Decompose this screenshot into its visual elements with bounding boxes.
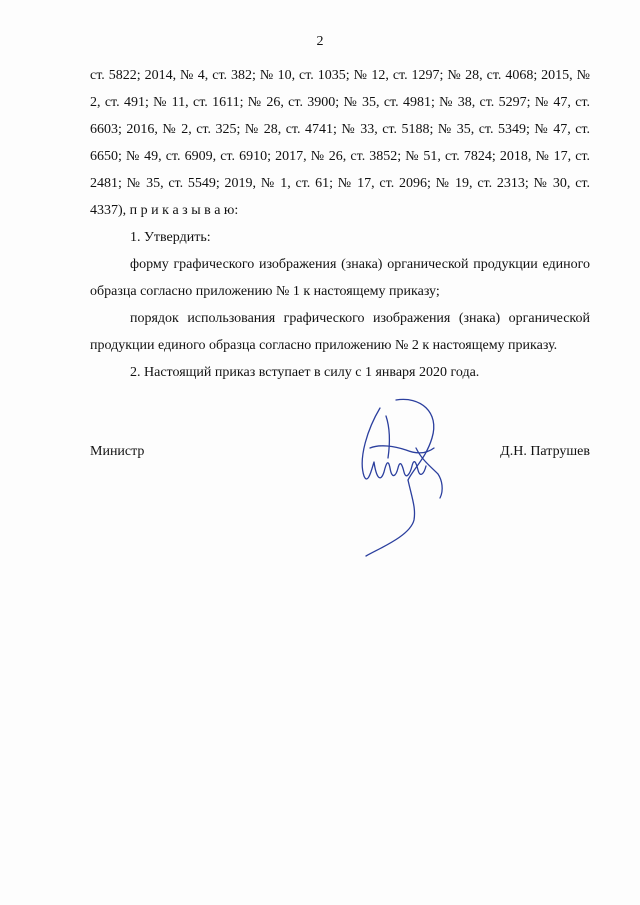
handwritten-signature: [350, 388, 450, 558]
order-item-1-form: форму графического изображения (знака) органической продукции единого образца согласно приложению № 1 к настоящему приказу;: [90, 257, 590, 299]
signatory-name: Д.Н. Патрушев: [500, 444, 590, 459]
order-item-1: 1. Утвердить:: [130, 230, 211, 245]
order-item-1-procedure: порядок использования графического изображения (знака) органической продукции единого образца согласно приложению № 2 к настоящему приказу.: [90, 311, 590, 353]
legal-references-paragraph: ст. 5822; 2014, № 4, ст. 382; № 10, ст. 1035; № 12, ст. 1297; № 28, ст. 4068; 2015, № 2, ст. 491; № 11, ст. 1611; № 26, ст. 3900; № 35, ст. 4981; № 38, ст. 5297; № 47, ст. 6603; 2016, № 2, ст. 325; № 28, ст. 4741; № 33, ст. 5188; № 35, ст. 5349; № 47, ст. 6650; № 49, ст. 6909, ст. 6910; 2017, № 26, ст. 3852; № 51, ст. 7824; 2018, № 17, ст. 2481; № 35, ст. 5549; 2019, № 1, ст. 61; № 17, ст. 2096; № 19, ст. 2313; № 30, ст. 4337), п р и к а з ы в а ю:: [90, 68, 590, 218]
document-body: [90, 62, 590, 386]
signatory-title: Министр: [90, 444, 145, 459]
page-number: 2: [316, 34, 324, 49]
order-item-2: 2. Настоящий приказ вступает в силу с 1 января 2020 года.: [130, 365, 480, 380]
